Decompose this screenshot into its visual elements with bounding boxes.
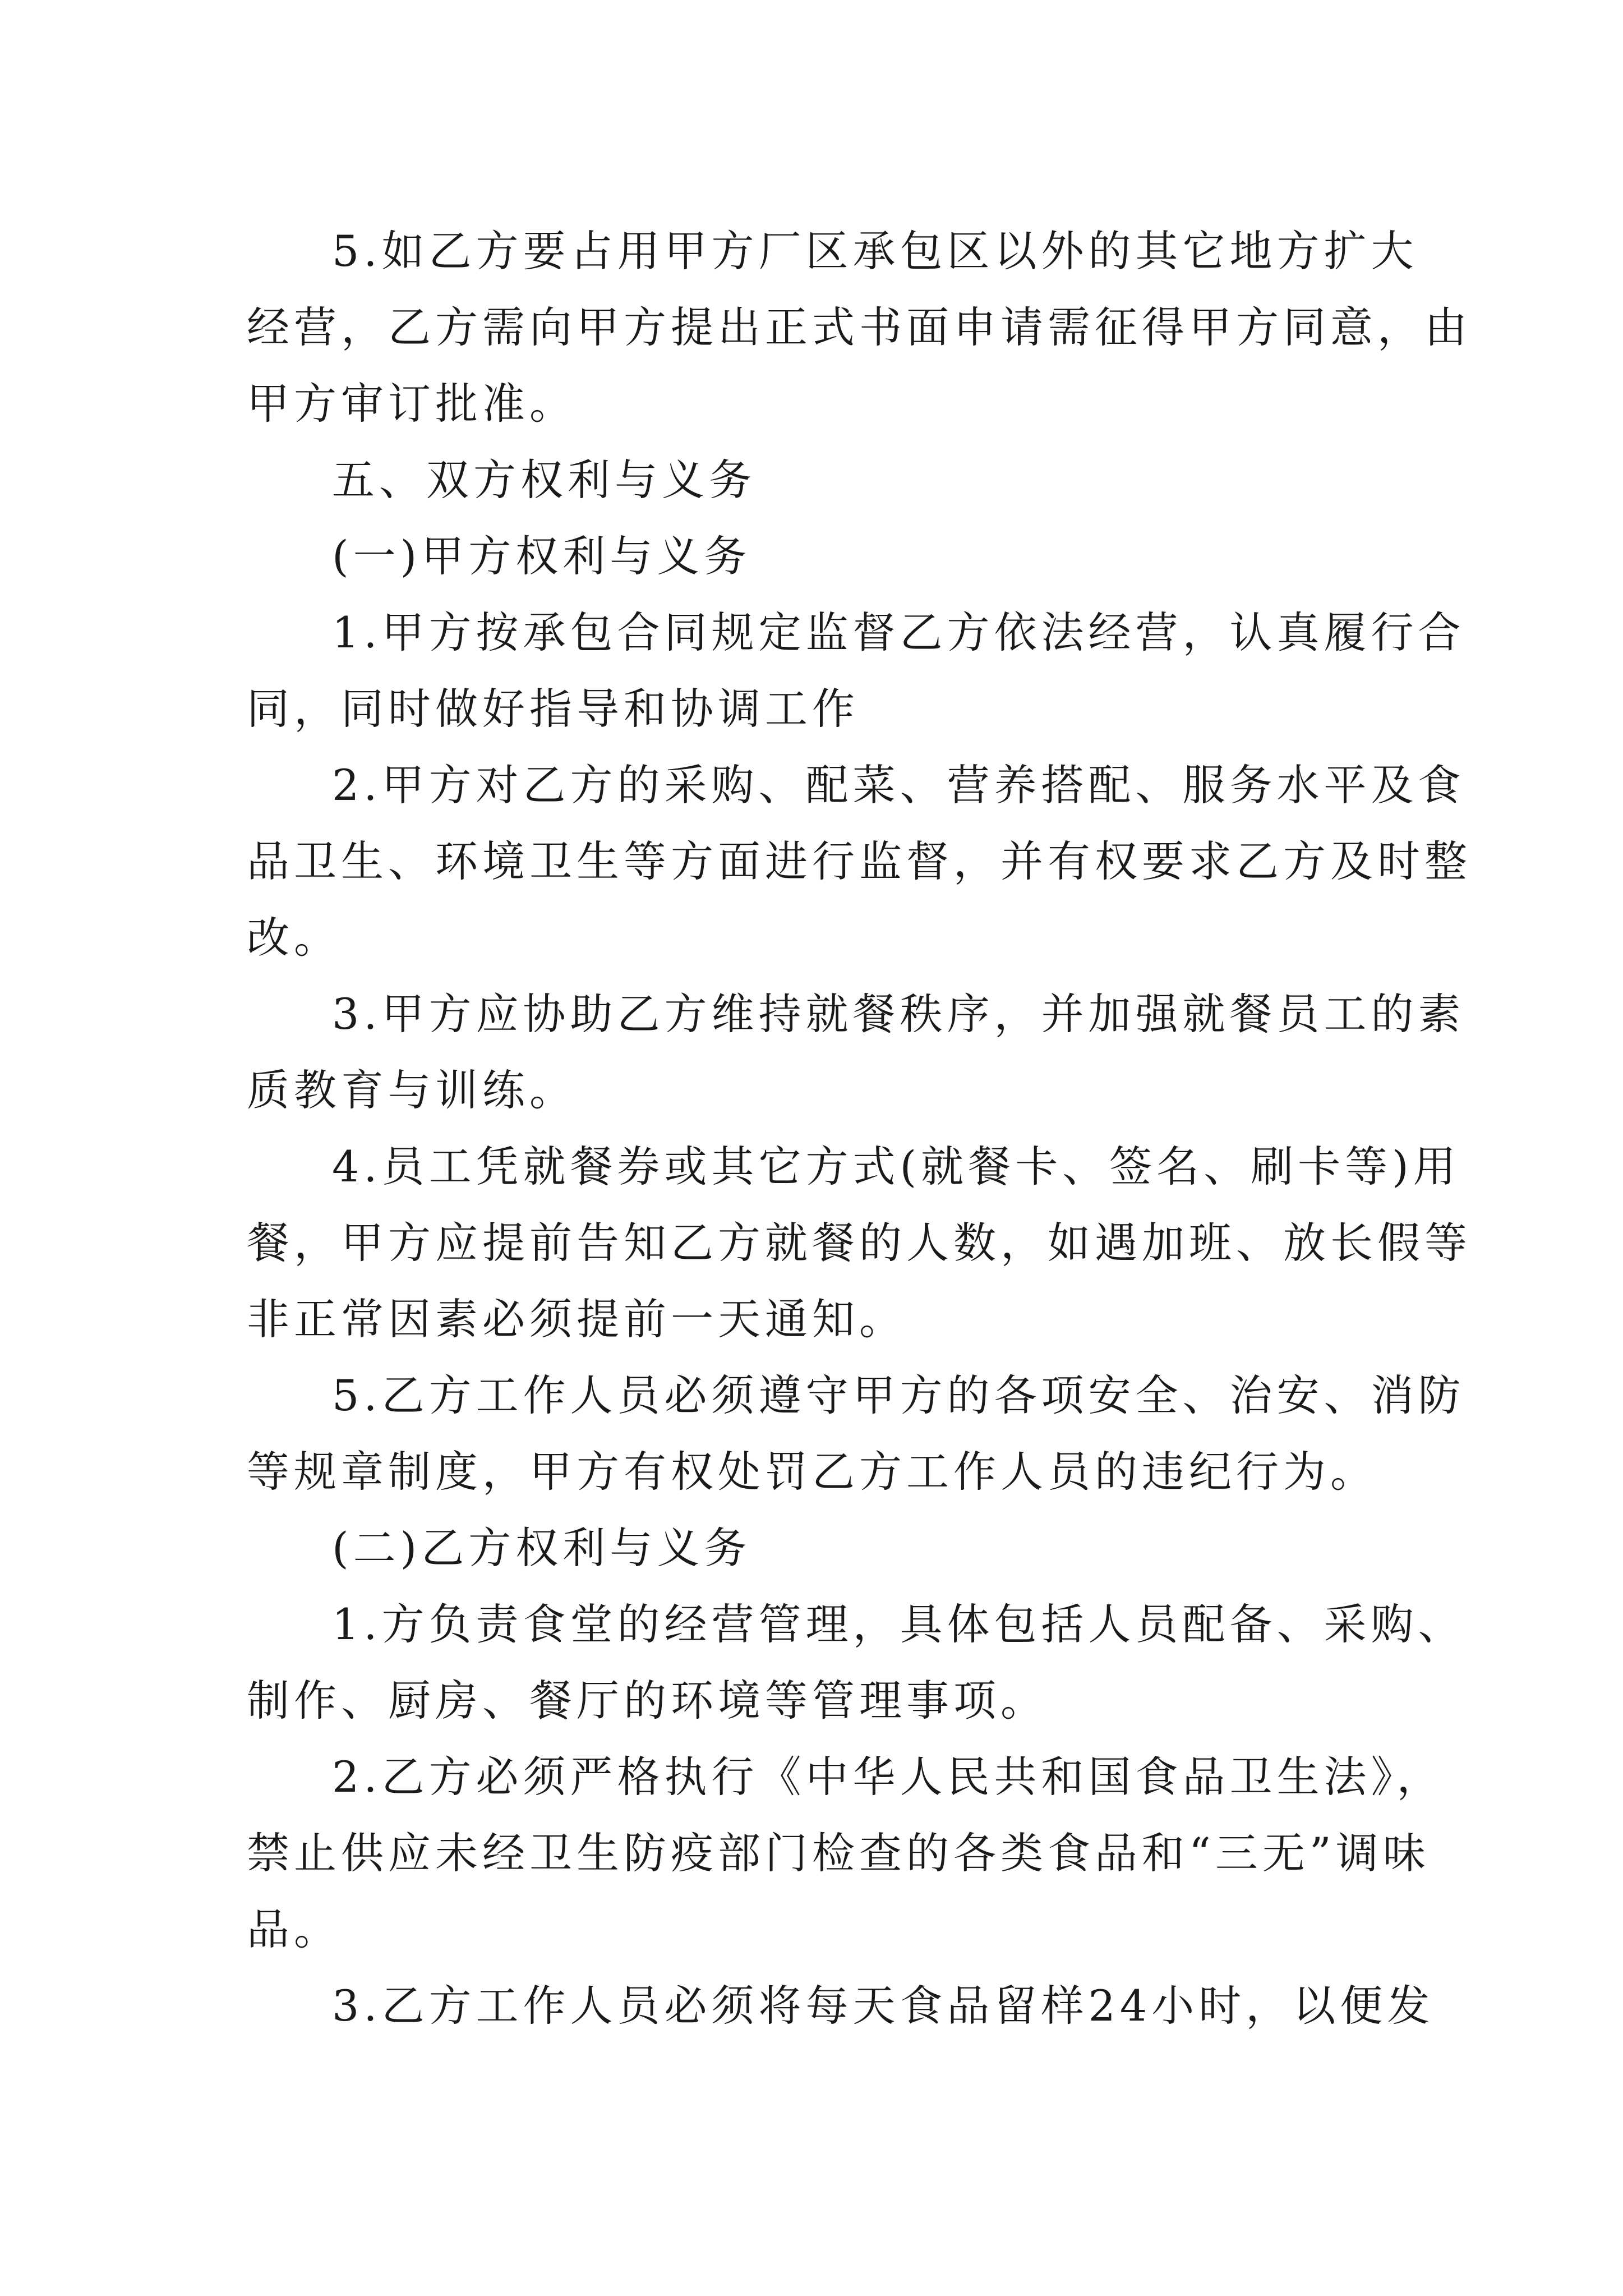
text-line: 甲方审订批准。 — [247, 379, 577, 429]
text-line: 改。 — [247, 913, 341, 963]
document-body — [247, 213, 1472, 2044]
text-line: 非正常因素必须提前一天通知。 — [247, 1294, 906, 1344]
text-line: 1.方负责食堂的经营管理，具体包括人员配备、采购、 — [332, 1599, 1465, 1649]
text-line: 3.乙方工作人员必须将每天食品留样24小时，以便发 — [332, 1981, 1435, 2031]
text-line: 5.如乙方要占用甲方厂区承包区以外的其它地方扩大 — [332, 226, 1418, 276]
text-line: 餐，甲方应提前告知乙方就餐的人数，如遇加班、放长假等 — [247, 1218, 1472, 1268]
text-line: 质教育与训练。 — [247, 1065, 577, 1115]
text-line: (二)乙方权利与义务 — [332, 1523, 751, 1573]
text-line: 3.甲方应协助乙方维持就餐秩序，并加强就餐员工的素 — [332, 989, 1465, 1039]
paragraph-party-b-item-3 — [247, 1968, 1435, 2044]
text-line: 4.员工凭就餐券或其它方式(就餐卡、签名、刷卡等)用 — [332, 1142, 1460, 1191]
paragraph-party-a-item-3 — [247, 976, 1465, 1129]
text-line: 制作、厨房、餐厅的环境等管理事项。 — [247, 1676, 1048, 1726]
text-line: (一)甲方权利与义务 — [332, 531, 751, 581]
text-line: 五、双方权利与义务 — [332, 455, 756, 505]
paragraph-party-a-item-4 — [247, 1129, 1472, 1358]
text-line: 5.乙方工作人员必须遵守甲方的各项安全、治安、消防 — [332, 1370, 1465, 1420]
text-line: 禁止供应未经卫生防疫部门检查的各类食品和“三无”调味 — [247, 1828, 1430, 1878]
text-line: 2.乙方必须严格执行《中华人民共和国食品卫生法》， — [332, 1752, 1444, 1802]
paragraph-party-b-item-2 — [247, 1739, 1444, 1968]
text-line: 品卫生、环境卫生等方面进行监督，并有权要求乙方及时整 — [247, 836, 1472, 886]
paragraph-clause-5-expansion — [247, 213, 1472, 442]
text-line: 经营，乙方需向甲方提出正式书面申请需征得甲方同意，由 — [247, 302, 1472, 352]
section-heading-rights-obligations — [247, 442, 1391, 518]
paragraph-party-a-item-2 — [247, 747, 1472, 976]
text-line: 1.甲方按承包合同规定监督乙方依法经营，认真履行合 — [332, 608, 1465, 657]
text-line: 同，同时做好指导和协调工作 — [247, 684, 859, 734]
subheading-party-b — [247, 1510, 1391, 1586]
paragraph-party-a-item-5 — [247, 1358, 1465, 1510]
paragraph-party-b-item-1 — [247, 1586, 1465, 1739]
text-line: 品。 — [247, 1904, 341, 1954]
text-line: 等规章制度，甲方有权处罚乙方工作人员的违纪行为。 — [247, 1447, 1377, 1497]
paragraph-party-a-item-1 — [247, 595, 1465, 747]
text-line: 2.甲方对乙方的采购、配菜、营养搭配、服务水平及食 — [332, 760, 1465, 810]
subheading-party-a — [247, 518, 1391, 595]
